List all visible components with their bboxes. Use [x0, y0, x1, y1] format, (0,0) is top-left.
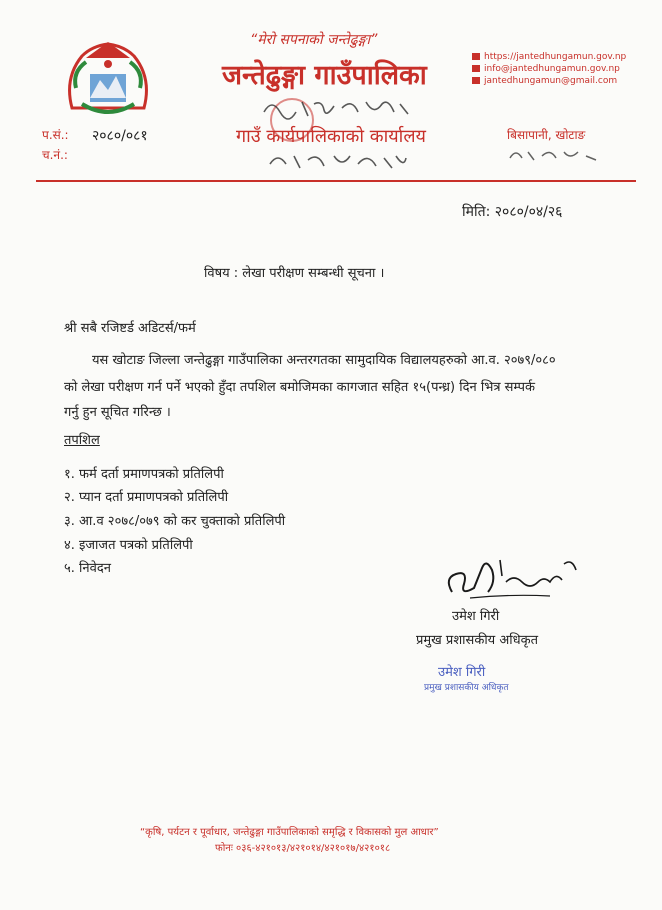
mail-icon: [472, 65, 480, 72]
municipality-title: जन्तेढुङ्गा गाउँपालिका: [222, 60, 427, 91]
list-item: २. प्यान दर्ता प्रमाणपत्रको प्रतिलिपी: [64, 490, 229, 505]
stamp-designation: प्रमुख प्रशासकीय अधिकृत: [424, 683, 509, 693]
emblem-logo: [62, 38, 154, 122]
address: बिसापानी, खोटाङ: [507, 128, 586, 142]
ref-label: प.सं.:: [42, 128, 69, 142]
signatory-name: उमेश गिरी: [452, 609, 500, 624]
handwritten-dispatch-number: [262, 96, 412, 120]
list-item: ५. निवेदन: [64, 561, 111, 576]
paragraph-line-3: गर्नु हुन सूचित गरिन्छ ।: [64, 405, 171, 420]
details-heading: तपशिल: [64, 433, 100, 448]
office-name: गाउँ कार्यपालिकाको कार्यालय: [236, 126, 426, 147]
handwritten-address-mark: [508, 146, 600, 164]
list-item: ४. इजाजत पत्रको प्रतिलिपी: [64, 538, 193, 553]
recipient: श्री सबै रजिष्टर्ड अडिटर्स/फर्म: [64, 321, 196, 336]
subject-line: विषय : लेखा परीक्षण सम्बन्धी सूचना ।: [204, 266, 385, 281]
globe-icon: [472, 53, 480, 60]
motto: “मेरो सपनाको जन्तेढुङ्गा”: [250, 32, 378, 48]
contact-website: https://jantedhungamun.gov.np: [472, 52, 626, 62]
stamp-name: उमेश गिरी: [438, 665, 486, 680]
handwritten-signature: [440, 548, 580, 604]
signatory-designation: प्रमुख प्रशासकीय अधिकृत: [416, 633, 539, 648]
footer-phone: फोनः ०३६-४२१०१३/४२१०१४/४२१०१७/४२१०१८: [215, 843, 391, 854]
mail-icon: [472, 77, 480, 84]
footer-slogan: “कृषि, पर्यटन र पूर्वाधार, जन्तेढुङ्गा गाउँपालिकाको समृद्धि र विकासको मुल आधार”: [140, 827, 439, 838]
paragraph-line-1: यस खोटाङ जिल्ला जन्तेढुङ्गा गाउँपालिका अन्तरगतका सामुदायिक विद्यालयहरुको आ.व. २०७९/०८०: [92, 353, 556, 368]
handwritten-mark: [268, 150, 408, 172]
contact-gmail: jantedhungamun@gmail.com: [472, 76, 617, 86]
dispatch-label: च.नं.:: [42, 148, 68, 162]
list-item: १. फर्म दर्ता प्रमाणपत्रको प्रतिलिपी: [64, 467, 224, 482]
list-item: ३. आ.व २०७८/०७९ को कर चुक्ताको प्रतिलिपी: [64, 514, 286, 529]
contact-email: info@jantedhungamun.gov.np: [472, 64, 620, 74]
letter-date: मिति: २०८०/०४/२६: [462, 204, 563, 220]
ref-value: २०८०/०८१: [92, 128, 148, 144]
paragraph-line-2: को लेखा परीक्षण गर्न पर्ने भएको हुँदा तपशिल बमोजिमका कागजात सहित १५(पन्ध्र) दिन भित्र सम्पर्क: [64, 380, 535, 395]
header-divider: [36, 180, 636, 182]
